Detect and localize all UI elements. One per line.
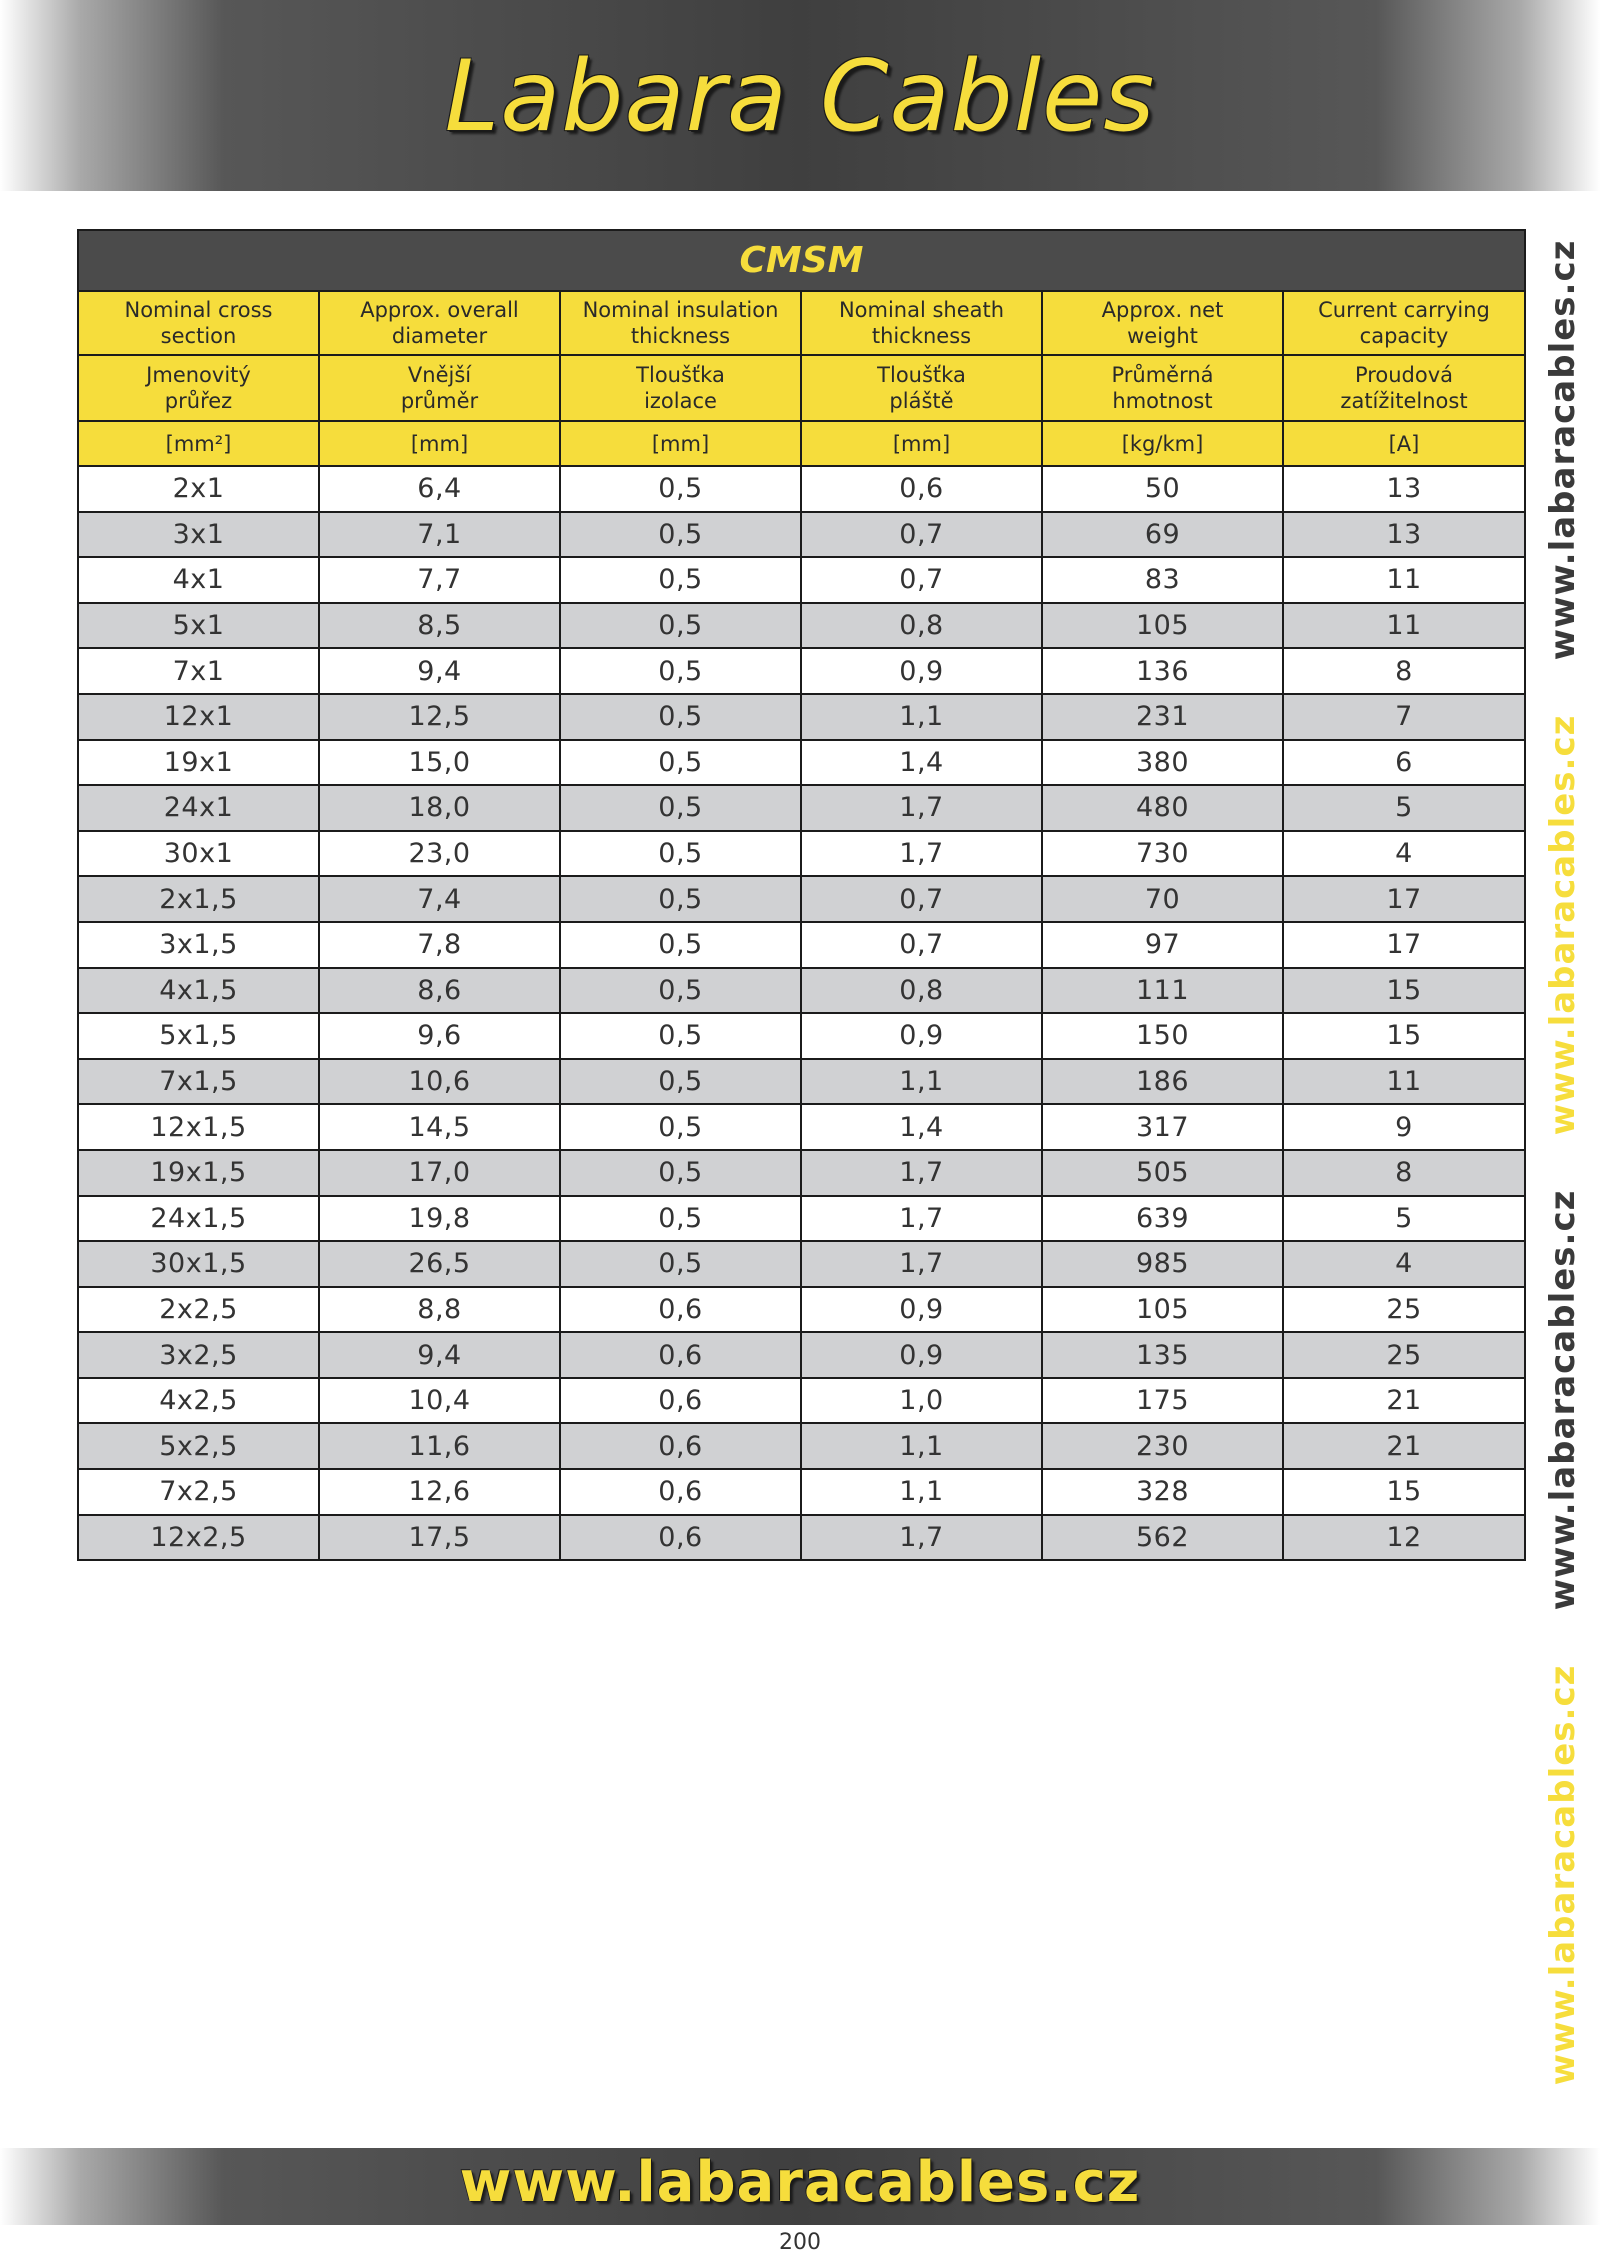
table-cell: 70: [1042, 876, 1283, 922]
table-cell: 1,4: [801, 740, 1042, 786]
table-cell: 7,8: [319, 922, 560, 968]
table-cell: 10,6: [319, 1059, 560, 1105]
table-cell: 186: [1042, 1059, 1283, 1105]
table-row: [78, 1241, 1525, 1287]
table-cell: 15: [1283, 1013, 1525, 1059]
table-cell: 4x1: [78, 557, 319, 603]
table-cell: 231: [1042, 694, 1283, 740]
table-cell: 150: [1042, 1013, 1283, 1059]
table-cell: 9,4: [319, 648, 560, 694]
table-cell: 0,5: [560, 831, 801, 877]
table-cell: 9,6: [319, 1013, 560, 1059]
table-cell: 1,1: [801, 1059, 1042, 1105]
table-row: [78, 1104, 1525, 1150]
table-cell: 8: [1283, 1150, 1525, 1196]
table-cell: 3x2,5: [78, 1332, 319, 1378]
table-cell: 7,1: [319, 512, 560, 558]
col-header-en: Current carrying capacity: [1283, 291, 1525, 355]
table-cell: 19x1: [78, 740, 319, 786]
table-cell: 15: [1283, 968, 1525, 1014]
col-header-en: Nominal insulation thickness: [560, 291, 801, 355]
table-row: [78, 1150, 1525, 1196]
table-cell: 4x2,5: [78, 1378, 319, 1424]
table-cell: 1,7: [801, 1196, 1042, 1242]
table-cell: 505: [1042, 1150, 1283, 1196]
table-cell: 3x1,5: [78, 922, 319, 968]
table-cell: 0,5: [560, 557, 801, 603]
table-cell: 21: [1283, 1378, 1525, 1424]
table-cell: 730: [1042, 831, 1283, 877]
table-row: [78, 876, 1525, 922]
table-cell: 6: [1283, 740, 1525, 786]
table-row: [78, 831, 1525, 877]
cable-spec-table: [77, 229, 1526, 1561]
table-cell: 7x2,5: [78, 1469, 319, 1515]
table-cell: 2x2,5: [78, 1287, 319, 1333]
table-cell: 0,5: [560, 1104, 801, 1150]
table-cell: 0,5: [560, 466, 801, 512]
table-cell: 8,6: [319, 968, 560, 1014]
table-cell: 1,1: [801, 694, 1042, 740]
table-cell: 12,5: [319, 694, 560, 740]
table-cell: 639: [1042, 1196, 1283, 1242]
table-cell: 2x1,5: [78, 876, 319, 922]
table-cell: 7,4: [319, 876, 560, 922]
table-cell: 0,5: [560, 1013, 801, 1059]
header-row-english: [78, 291, 1525, 355]
col-header-en: Nominal sheath thickness: [801, 291, 1042, 355]
table-row: [78, 740, 1525, 786]
table-cell: 12x1,5: [78, 1104, 319, 1150]
table-cell: 11: [1283, 557, 1525, 603]
table-cell: 985: [1042, 1241, 1283, 1287]
table-row: [78, 603, 1525, 649]
table-cell: 1,0: [801, 1378, 1042, 1424]
table-title: CMSM: [78, 230, 1525, 291]
col-unit: [mm]: [560, 421, 801, 466]
table-cell: 1,7: [801, 831, 1042, 877]
table-cell: 12x2,5: [78, 1515, 319, 1561]
table-cell: 13: [1283, 466, 1525, 512]
table-cell: 0,8: [801, 603, 1042, 649]
table-cell: 0,5: [560, 968, 801, 1014]
table-row: [78, 968, 1525, 1014]
table-cell: 13: [1283, 512, 1525, 558]
table-cell: 1,7: [801, 785, 1042, 831]
table-cell: 15,0: [319, 740, 560, 786]
table-cell: 7: [1283, 694, 1525, 740]
table-cell: 15: [1283, 1469, 1525, 1515]
table-cell: 12,6: [319, 1469, 560, 1515]
table-cell: 17: [1283, 876, 1525, 922]
table-cell: 7x1: [78, 648, 319, 694]
table-cell: 69: [1042, 512, 1283, 558]
table-cell: 0,5: [560, 1059, 801, 1105]
table-cell: 10,4: [319, 1378, 560, 1424]
table-cell: 0,9: [801, 1332, 1042, 1378]
table-cell: 0,6: [801, 466, 1042, 512]
table-cell: 5: [1283, 1196, 1525, 1242]
col-unit: [A]: [1283, 421, 1525, 466]
table-cell: 14,5: [319, 1104, 560, 1150]
table-cell: 50: [1042, 466, 1283, 512]
col-header-cz: Proudová zatížitelnost: [1283, 355, 1525, 421]
table-cell: 1,4: [801, 1104, 1042, 1150]
table-cell: 4: [1283, 831, 1525, 877]
table-cell: 6,4: [319, 466, 560, 512]
table-cell: 1,7: [801, 1150, 1042, 1196]
table-cell: 5x1,5: [78, 1013, 319, 1059]
table-cell: 317: [1042, 1104, 1283, 1150]
table-row: [78, 1287, 1525, 1333]
table-cell: 2x1: [78, 466, 319, 512]
table-cell: 9,4: [319, 1332, 560, 1378]
col-unit: [mm²]: [78, 421, 319, 466]
table-cell: 26,5: [319, 1241, 560, 1287]
table-cell: 562: [1042, 1515, 1283, 1561]
table-body: [78, 466, 1525, 1560]
table-row: [78, 1059, 1525, 1105]
table-cell: 1,7: [801, 1515, 1042, 1561]
header-row-czech: [78, 355, 1525, 421]
table-cell: 0,5: [560, 740, 801, 786]
table-cell: 0,5: [560, 1150, 801, 1196]
table-cell: 0,5: [560, 1196, 801, 1242]
table-cell: 0,8: [801, 968, 1042, 1014]
col-header-cz: Jmenovitý průřez: [78, 355, 319, 421]
page-number: 200: [779, 2230, 821, 2255]
table-cell: 1,7: [801, 1241, 1042, 1287]
table-cell: 5x1: [78, 603, 319, 649]
table-cell: 0,5: [560, 922, 801, 968]
table-cell: 30x1: [78, 831, 319, 877]
table-row: [78, 922, 1525, 968]
col-header-en: Approx. overall diameter: [319, 291, 560, 355]
table-cell: 0,9: [801, 1013, 1042, 1059]
table-cell: 380: [1042, 740, 1283, 786]
table-cell: 0,6: [560, 1423, 801, 1469]
table-row: [78, 1378, 1525, 1424]
col-header-en: Nominal cross section: [78, 291, 319, 355]
table-cell: 0,5: [560, 876, 801, 922]
table-cell: 0,5: [560, 785, 801, 831]
table-row: [78, 1332, 1525, 1378]
col-unit: [mm]: [801, 421, 1042, 466]
table-cell: 12x1: [78, 694, 319, 740]
table-cell: 0,6: [560, 1332, 801, 1378]
table-cell: 0,5: [560, 648, 801, 694]
table-row: [78, 1515, 1525, 1561]
table-cell: 0,6: [560, 1287, 801, 1333]
table-cell: 8,5: [319, 603, 560, 649]
table-cell: 0,7: [801, 876, 1042, 922]
table-cell: 0,5: [560, 603, 801, 649]
table-cell: 1,1: [801, 1423, 1042, 1469]
col-header-cz: Vnější průměr: [319, 355, 560, 421]
col-header-en: Approx. net weight: [1042, 291, 1283, 355]
table-cell: 0,6: [560, 1515, 801, 1561]
table-cell: 7x1,5: [78, 1059, 319, 1105]
table-cell: 11,6: [319, 1423, 560, 1469]
table-row: [78, 1196, 1525, 1242]
table-cell: 136: [1042, 648, 1283, 694]
table-cell: 25: [1283, 1287, 1525, 1333]
table-row: [78, 512, 1525, 558]
table-cell: 0,5: [560, 512, 801, 558]
table-row: [78, 1469, 1525, 1515]
col-header-cz: Tloušťka pláště: [801, 355, 1042, 421]
table-row: [78, 648, 1525, 694]
table-cell: 11: [1283, 1059, 1525, 1105]
table-cell: 4: [1283, 1241, 1525, 1287]
table-cell: 25: [1283, 1332, 1525, 1378]
table-cell: 480: [1042, 785, 1283, 831]
table-cell: 0,6: [560, 1469, 801, 1515]
table-cell: 328: [1042, 1469, 1283, 1515]
table-cell: 30x1,5: [78, 1241, 319, 1287]
table-cell: 0,7: [801, 557, 1042, 603]
table-cell: 105: [1042, 1287, 1283, 1333]
table-row: [78, 466, 1525, 512]
table-cell: 5x2,5: [78, 1423, 319, 1469]
table-cell: 135: [1042, 1332, 1283, 1378]
table-cell: 8,8: [319, 1287, 560, 1333]
table-cell: 24x1: [78, 785, 319, 831]
col-unit: [kg/km]: [1042, 421, 1283, 466]
table-cell: 7,7: [319, 557, 560, 603]
table-cell: 0,7: [801, 512, 1042, 558]
table-cell: 0,9: [801, 648, 1042, 694]
table-cell: 17,5: [319, 1515, 560, 1561]
table-cell: 0,9: [801, 1287, 1042, 1333]
table-cell: 111: [1042, 968, 1283, 1014]
table-cell: 8: [1283, 648, 1525, 694]
table-cell: 230: [1042, 1423, 1283, 1469]
table-cell: 83: [1042, 557, 1283, 603]
table-cell: 19x1,5: [78, 1150, 319, 1196]
table-row: [78, 1423, 1525, 1469]
table-cell: 0,5: [560, 1241, 801, 1287]
table-row: [78, 1013, 1525, 1059]
col-header-cz: Tloušťka izolace: [560, 355, 801, 421]
table-cell: 175: [1042, 1378, 1283, 1424]
brand-logo: Labara Cables: [444, 40, 1156, 154]
col-header-cz: Průměrná hmotnost: [1042, 355, 1283, 421]
table-cell: 24x1,5: [78, 1196, 319, 1242]
table-cell: 18,0: [319, 785, 560, 831]
table-cell: 9: [1283, 1104, 1525, 1150]
table-row: [78, 785, 1525, 831]
table-cell: 0,5: [560, 694, 801, 740]
header-row-units: [78, 421, 1525, 466]
table-row: [78, 557, 1525, 603]
col-unit: [mm]: [319, 421, 560, 466]
table-row: [78, 694, 1525, 740]
table-cell: 23,0: [319, 831, 560, 877]
table-cell: 12: [1283, 1515, 1525, 1561]
table-cell: 97: [1042, 922, 1283, 968]
table-cell: 17,0: [319, 1150, 560, 1196]
table-cell: 21: [1283, 1423, 1525, 1469]
table-cell: 0,7: [801, 922, 1042, 968]
table-cell: 17: [1283, 922, 1525, 968]
table-cell: 5: [1283, 785, 1525, 831]
table-cell: 105: [1042, 603, 1283, 649]
table-cell: 0,6: [560, 1378, 801, 1424]
table-cell: 1,1: [801, 1469, 1042, 1515]
table-cell: 3x1: [78, 512, 319, 558]
footer-website-link[interactable]: www.labaracables.cz: [459, 2150, 1141, 2215]
table-cell: 19,8: [319, 1196, 560, 1242]
table-cell: 4x1,5: [78, 968, 319, 1014]
table-cell: 11: [1283, 603, 1525, 649]
